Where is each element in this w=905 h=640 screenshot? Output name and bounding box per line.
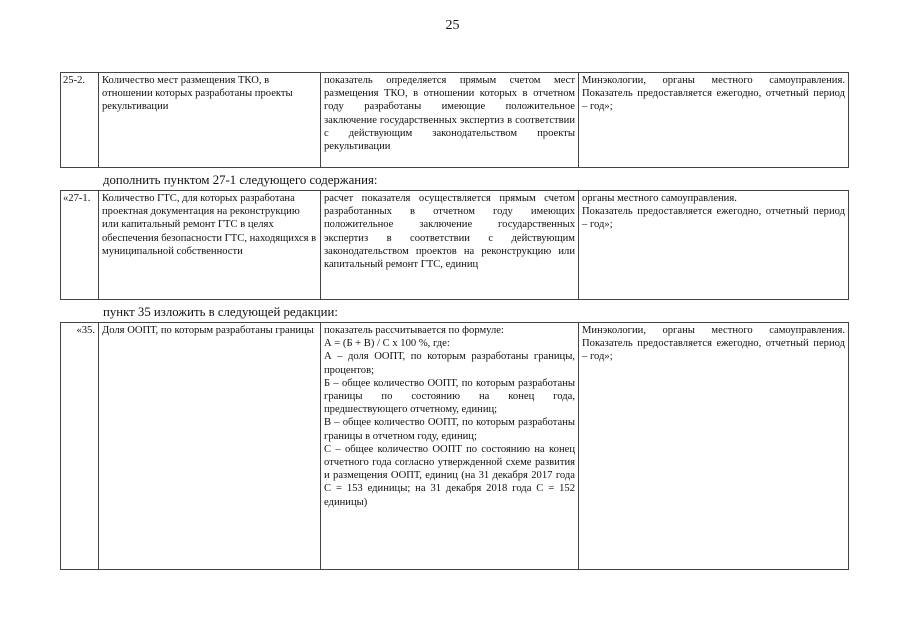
data-source-line: Показатель предоставляется ежегодно, отчетный период – год»; [582,206,845,231]
formula-line: А – доля ООПТ, по которым разработаны границы, процентов; [324,351,575,376]
data-source [579,323,849,570]
indicator-name: Количество мест размещения ТКО, в отношении которых разработаны проекты рекультивации [99,73,321,168]
calculation-method: показатель определяется прямым счетом мест размещения ТКО, в отношении которых в отчетном году разработаны имеющие положительное заключение государственных экспертиз в соответствии с действующим законодательством проекты рекультивации [321,73,579,168]
formula-line: С – общее количество ООПТ по состоянию на конец отчетного года согласно утвержденной схеме развития и размещения ООПТ, единиц (на 31 декабря 2017 года С = 153 единицы; на 31 декабря 2018 года С = 152 единицы) [324,443,575,508]
data-source-line: Минэкологии, органы местного самоуправления. [582,75,845,86]
indicator-table-row-35 [60,322,849,570]
amendment-instruction: пункт 35 изложить в следующей редакции: [103,305,338,319]
data-source-line: органы местного самоуправления. [582,193,737,204]
table-row [61,191,849,300]
table-row [61,323,849,570]
row-number: «27-1. [61,191,99,300]
data-source-line: Показатель предоставляется ежегодно, отчетный период – год»; [582,88,845,113]
indicator-name: Количество ГТС, для которых разработана проектная документация на реконструкцию или капитальный ремонт ГТС в целях обеспечения безопасности ГТС, находящихся в муниципальной собственности [99,191,321,300]
formula-line: Б – общее количество ООПТ, по которым разработаны границы по состоянию на конец года, предшествующего отчетному, единиц; [324,377,575,416]
data-source [579,191,849,300]
row-number: 25-2. [61,73,99,168]
calculation-method: расчет показателя осуществляется прямым счетом разработанных в отчетном году имеющих положительное заключение государственных экспертиз в соответствии с действующим законодательством проектов на реконструкцию или капитальный ремонт ГТС, единиц [321,191,579,300]
table-row [61,73,849,168]
formula-line: А = (Б + В) / С х 100 %, где: [324,338,450,350]
row-number: «35. [61,323,99,570]
data-source-line: Показатель предоставляется ежегодно, отчетный период – год»; [582,338,845,363]
indicator-name: Доля ООПТ, по которым разработаны границы [99,323,321,570]
formula-line: показатель рассчитывается по формуле: [324,325,504,336]
indicator-table-row-27-1 [60,190,849,300]
indicator-table-row-25-2 [60,72,849,168]
formula-line: В – общее количество ООПТ, по которым разработаны границы в отчетном году, единиц; [324,417,575,442]
data-source [579,73,849,168]
data-source-line: Минэкологии, органы местного самоуправления. [582,325,845,336]
calculation-method [321,323,579,570]
page-number: 25 [445,18,460,33]
amendment-instruction: дополнить пунктом 27-1 следующего содержания: [103,173,378,187]
